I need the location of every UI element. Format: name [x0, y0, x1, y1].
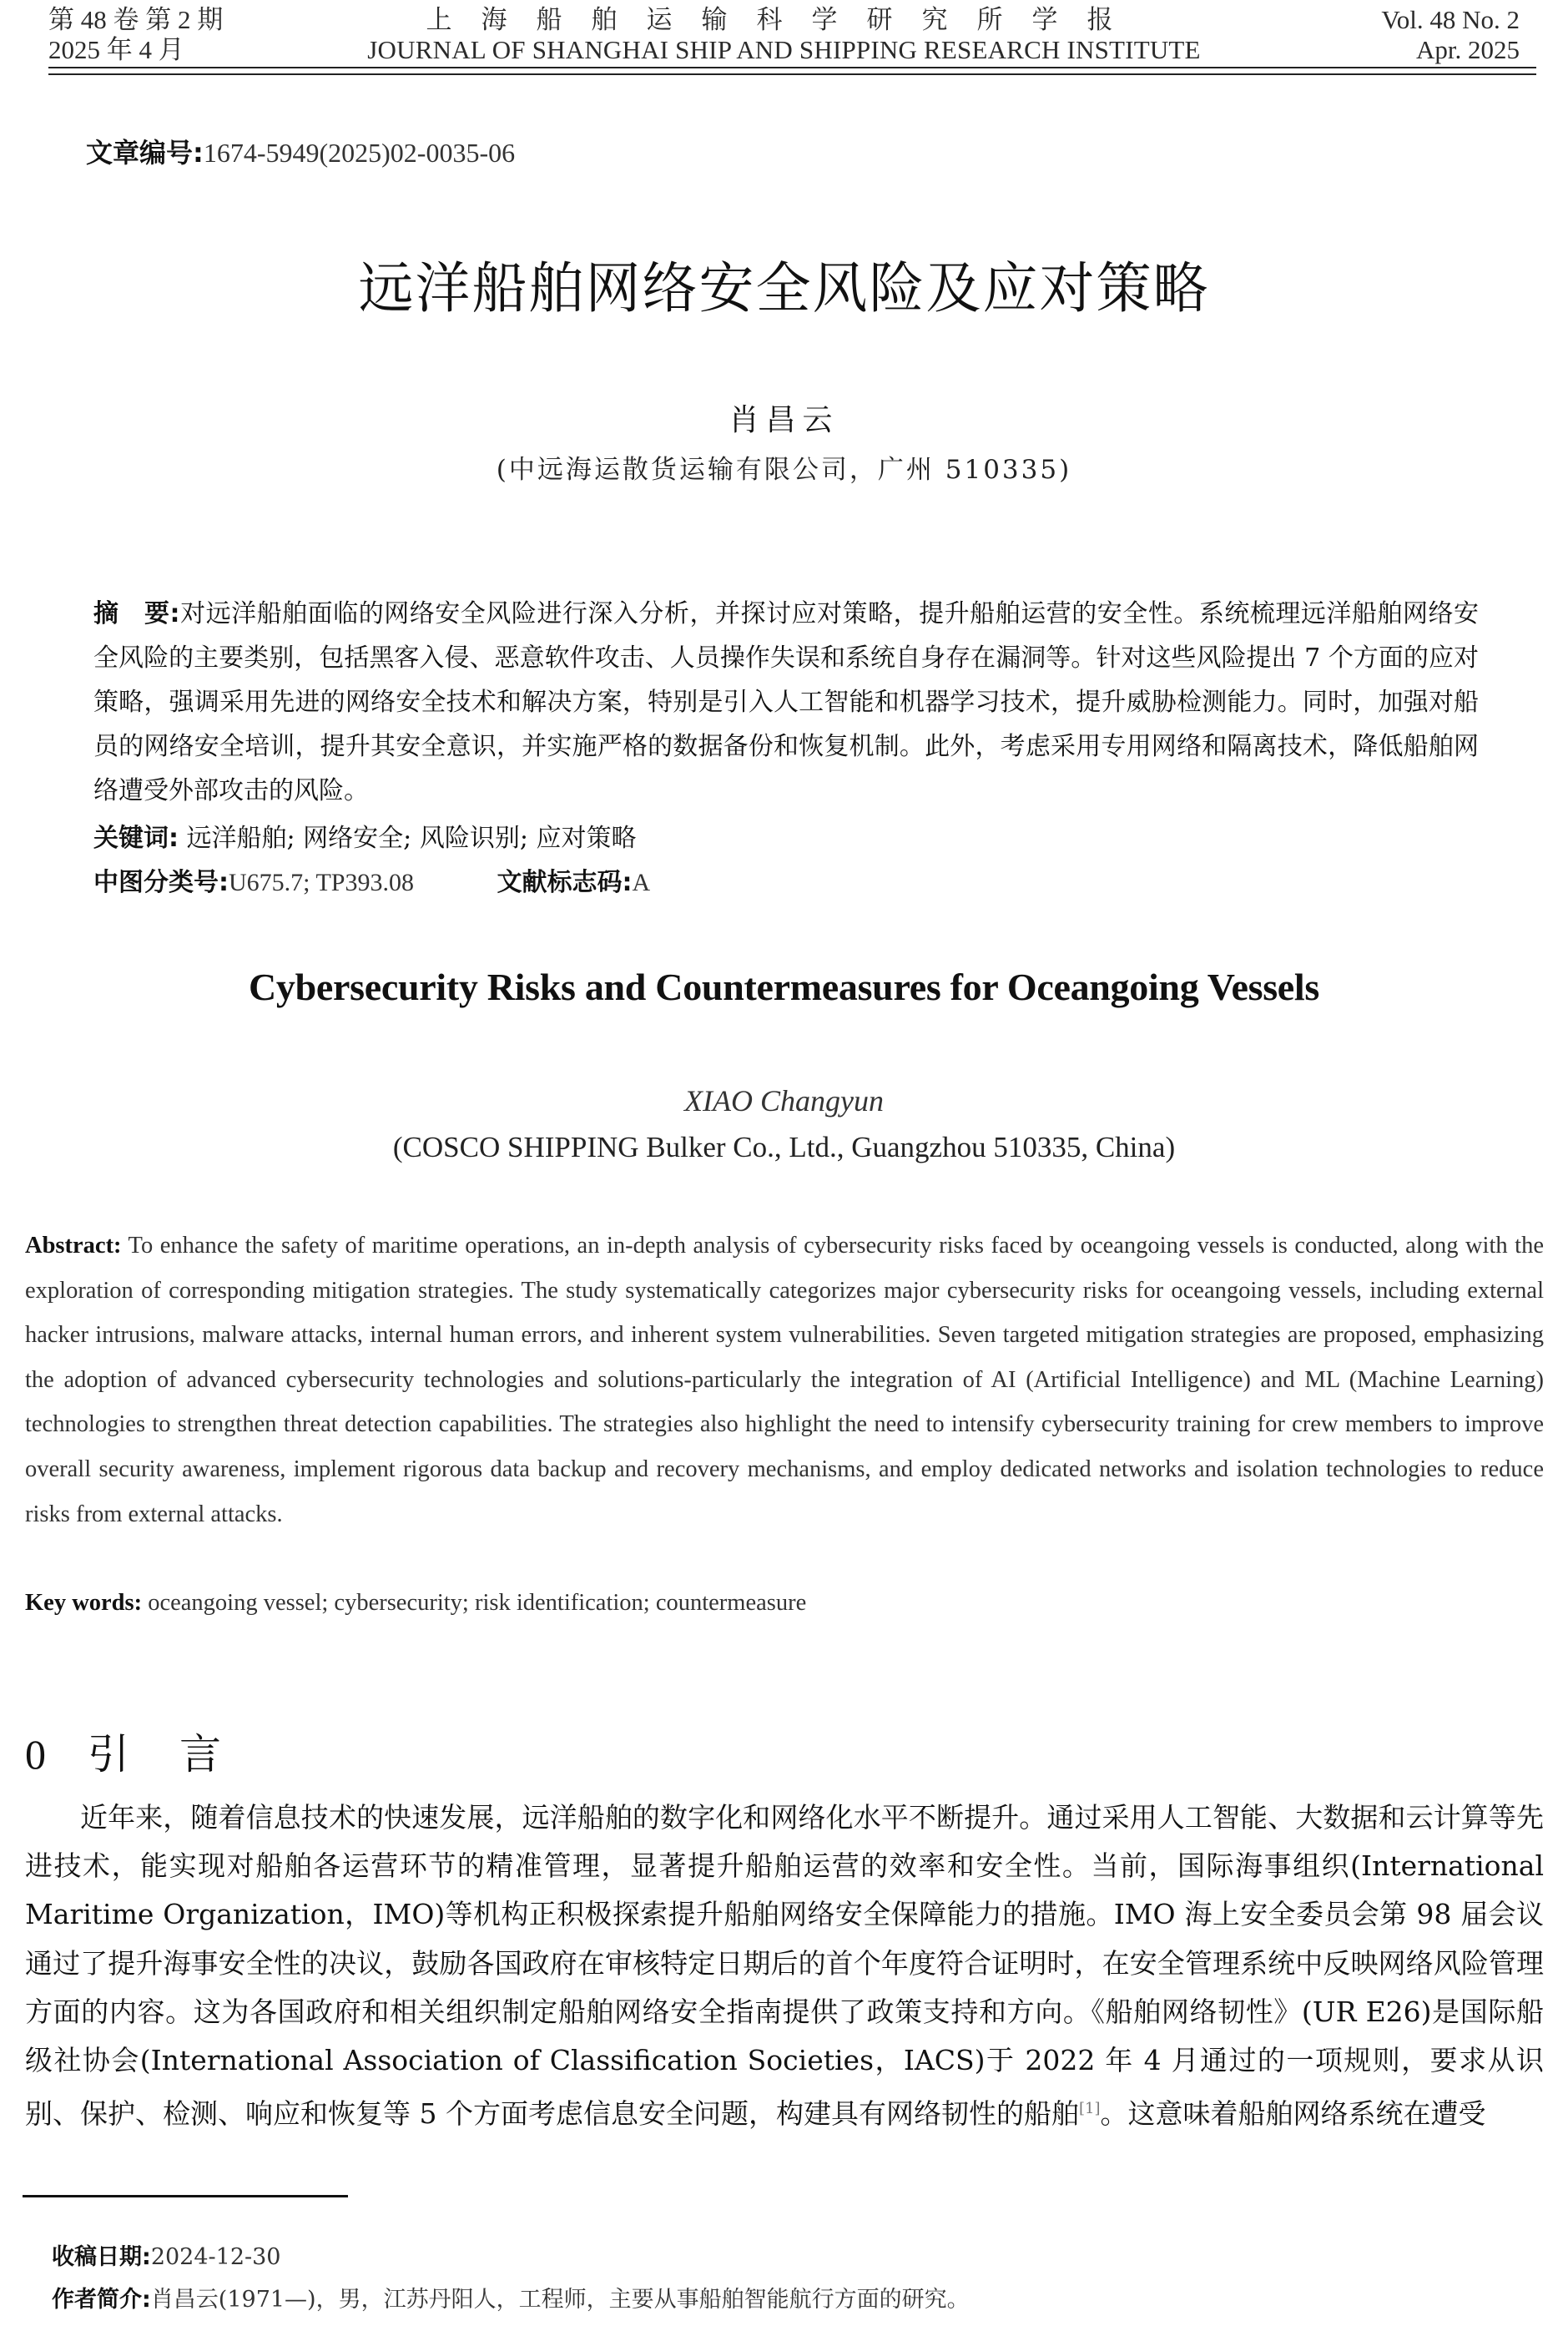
footnote-rule: [23, 2195, 348, 2197]
header-date-en: Apr. 2025: [1416, 35, 1520, 64]
running-header: [32, 0, 1536, 75]
body-paragraph-text: 近年来，随着信息技术的快速发展，远洋船舶的数字化和网络化水平不断提升。通过采用人工智能、大数据和云计算等先进技术，能实现对船舶各运营环节的精准管理，显著提升船舶运营的效率和安全性。当前，国际海事组织(International Maritime Organization，IMO)等机构正积极探索提升船舶网络安全保障能力的措施。IMO 海上安全委员会第 98 届会议通过了提升海事安全性的决议，鼓励各国政府在审核特定日期后的首个年度符合证明时，在安全管理系统中反映网络风险管理方面的内容。这为各国政府和相关组织制定船舶网络安全指南提供了政策支持和方向。《船舶网络韧性》(UR E26)是国际船级社协会(International Association of Classification Societies，IACS)于 2022 年 4 月通过的一项规则，要求从识别、保护、检测、响应和恢复等 5 个方面考虑信息安全问题，构建具有网络韧性的船舶: [25, 1801, 1544, 2131]
received-date-value: 2024-12-30: [150, 2244, 281, 2270]
clc-value: U675.7; TP393.08: [229, 869, 414, 896]
footnote-author-bio: [52, 2281, 970, 2313]
affiliation-cn: (中远海运散货运输有限公司，广州 510335): [496, 455, 1072, 485]
author-bio-value: 肖昌云(1971—)，男，江苏丹阳人，工程师，主要从事船舶智能航行方面的研究。: [150, 2287, 970, 2313]
abstract-cn-label: 摘 要:: [93, 599, 180, 628]
abstract-cn-text: 对远洋船舶面临的网络安全风险进行深入分析，并探讨应对策略，提升船舶运营的安全性。系统梳理远洋船舶网络安全风险的主要类别，包括黑客入侵、恶意软件攻击、人员操作失误和系统自身存在漏洞等。针对这些风险提出 7 个方面的应对策略，强调采用先进的网络安全技术和解决方案，特别是引入人工智能和机器学习技术，提升威胁检测能力。同时，加强对船员的网络安全培训，提升其安全意识，并实施严格的数据备份和恢复机制。此外，考虑采用专用网络和隔离技术，降低船舶网络遭受外部攻击的风险。: [93, 599, 1480, 805]
keywords-cn-text: 远洋船舶; 网络安全; 风险识别; 应对策略: [179, 824, 637, 853]
section-heading-introduction: [25, 1721, 271, 1781]
author-en: XIAO Changyun: [684, 1084, 884, 1118]
title-en: Cybersecurity Risks and Countermeasures for Oceangoing Vessels: [248, 966, 1320, 1008]
clc-label: 中图分类号:: [93, 868, 229, 897]
header-volume-cn: 第 48 卷 第 2 期: [48, 5, 224, 34]
keywords-en-label: Key words:: [25, 1590, 143, 1616]
keywords-cn: [93, 816, 1479, 860]
author-bio-label: 作者简介:: [52, 2287, 151, 2313]
title-cn: 远洋船舶网络安全风险及应对策略: [358, 256, 1210, 320]
keywords-cn-label: 关键词:: [93, 824, 179, 853]
received-date-label: 收稿日期:: [52, 2244, 151, 2270]
abstract-cn: [93, 592, 1479, 813]
body-paragraph-tail: 。这意味着船舶网络系统在遭受: [1100, 2097, 1486, 2131]
article-number: [86, 132, 515, 170]
header-journal-cn: 上海船舶运输科学研究所学报: [426, 5, 1142, 34]
header-date-cn: 2025 年 4 月: [48, 35, 184, 64]
section-title: 引言: [88, 1730, 271, 1778]
classification-row: [93, 860, 650, 905]
header-journal-en: JOURNAL OF SHANGHAI SHIP AND SHIPPING RESEARCH INSTITUTE: [367, 35, 1201, 64]
document-code-value: A: [632, 869, 651, 896]
body-paragraph: [25, 1794, 1544, 2138]
abstract-en-text: To enhance the safety of maritime operations, an in-depth analysis of cybersecurity risks faced by oceangoing vessels is conducted, along with the exploration of corresponding mitigation strategies. The study systematically categorizes major cybersecurity risks for oceangoing vessels, including external hacker intrusions, malware attacks, internal human errors, and inherent system vulnerabilities. Seven targeted mitigation strategies are proposed, emphasizing the adoption of advanced cybersecurity technologies and solutions-particularly the integration of AI (Artificial Intelligence) and ML (Machine Learning) technologies to strengthen threat detection capabilities. The strategies also highlight the need to intensify cybersecurity training for crew members to improve overall security awareness, implement rigorous data backup and recovery mechanisms, and employ dedicated networks and isolation technologies to reduce risks from external attacks.: [25, 1233, 1544, 1527]
article-number-label: 文章编号:: [86, 137, 204, 169]
section-number: 0: [25, 1731, 46, 1778]
author-cn: 肖昌云: [729, 403, 839, 437]
citation-ref-1[interactable]: [1]: [1078, 2100, 1101, 2118]
keywords-en: [25, 1581, 1544, 1626]
abstract-en: [25, 1223, 1544, 1536]
document-code-label: 文献标志码:: [497, 868, 633, 897]
keywords-en-text: oceangoing vessel; cybersecurity; risk identification; countermeasure: [142, 1590, 807, 1616]
header-volume-en: Vol. 48 No. 2: [1381, 5, 1520, 34]
footnote-received-date: [52, 2238, 280, 2271]
article-number-value: 1674-5949(2025)02-0035-06: [203, 138, 516, 168]
header-double-rule: [48, 67, 1536, 75]
affiliation-en: (COSCO SHIPPING Bulker Co., Ltd., Guangzhou 510335, China): [392, 1131, 1176, 1163]
abstract-en-label: Abstract:: [25, 1233, 122, 1259]
